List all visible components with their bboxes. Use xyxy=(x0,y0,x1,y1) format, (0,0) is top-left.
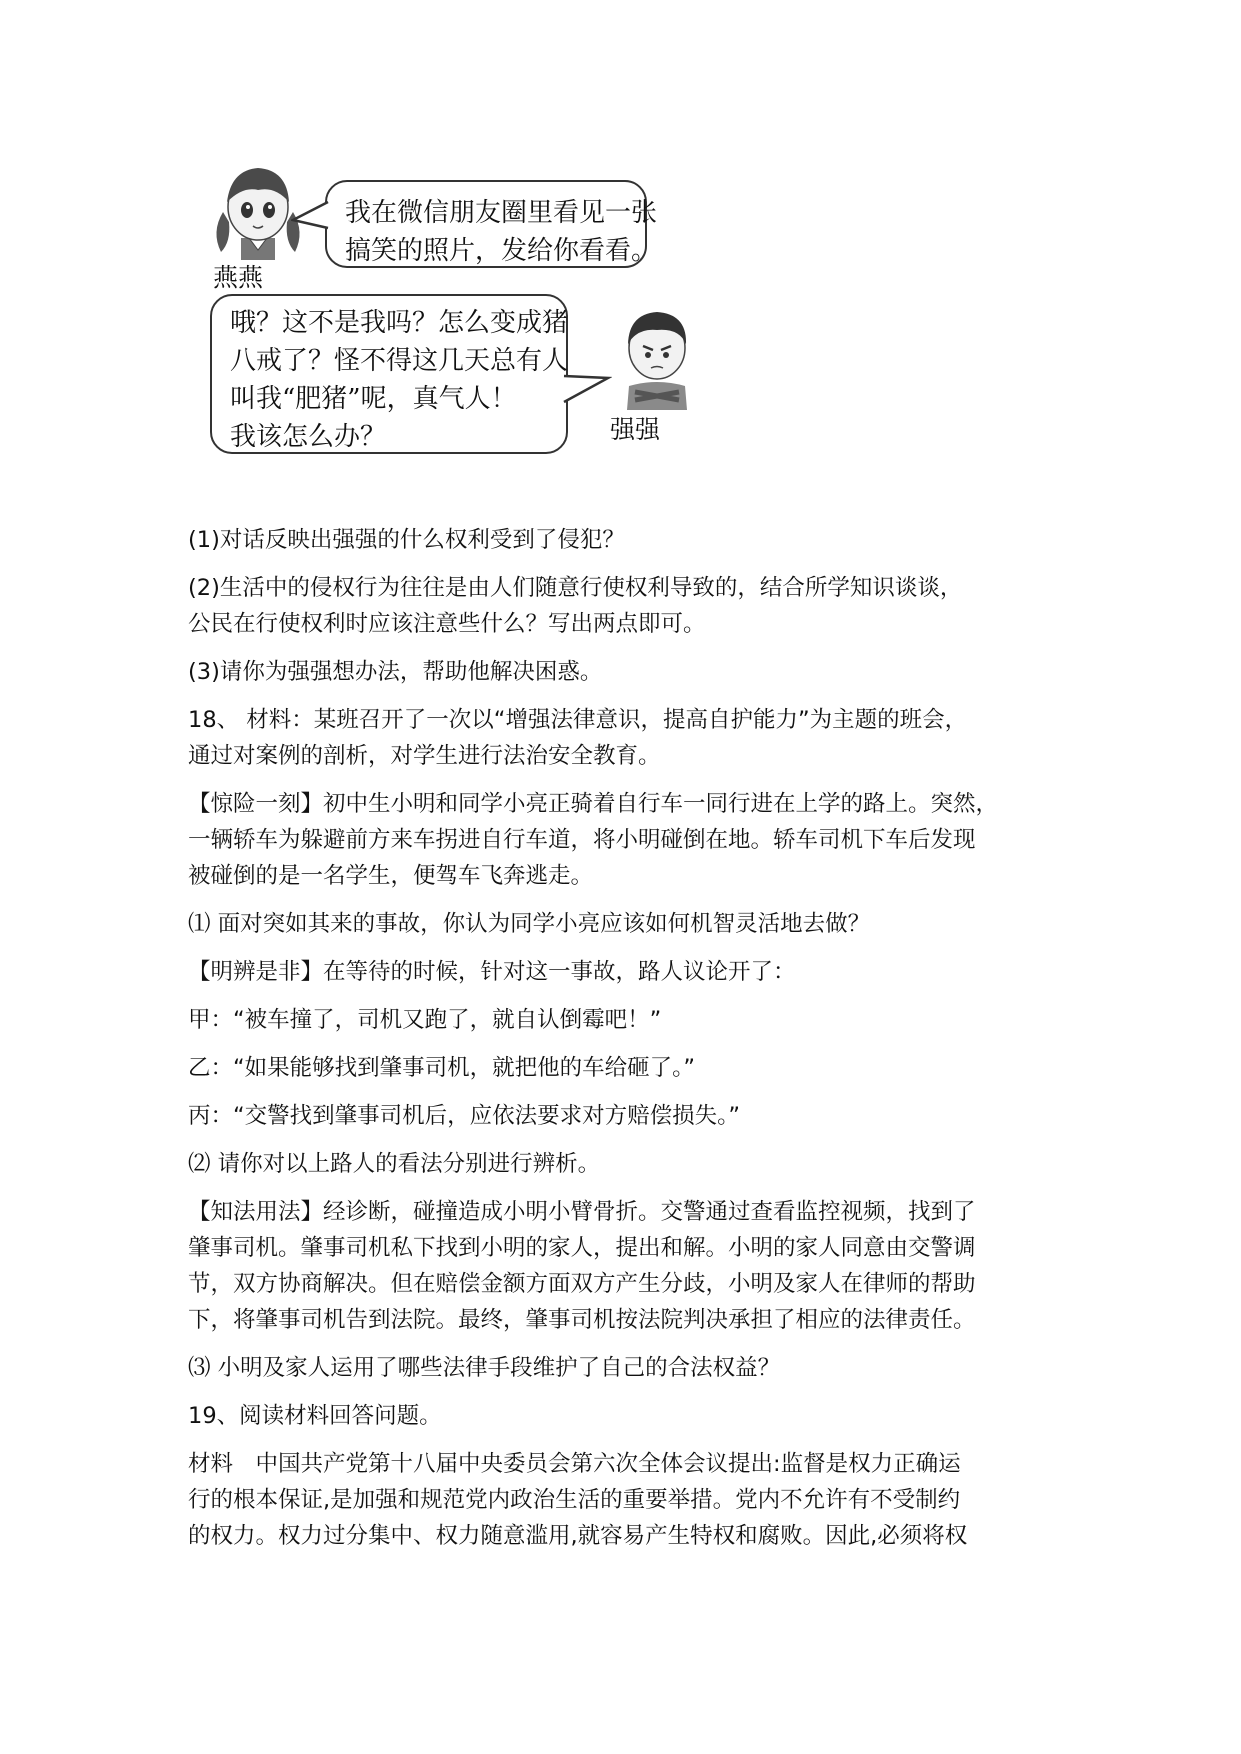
boy-bubble-line: 哦？这不是我吗？怎么变成猪 xyxy=(230,308,569,338)
girl-bubble-tail xyxy=(291,198,331,238)
q18-question-2: ⑵ 请你对以上路人的看法分别进行辨析。 xyxy=(188,1151,601,1177)
q19-title: 19、阅读材料回答问题。 xyxy=(188,1403,442,1429)
q19-material: 材料 中国共产党第十八届中央委员会第六次全体会议提出:监督是权力正确运 行的根本保证,是加强和规范党内政治生活的重要举措。党内不允许有不受制约 的权力。权力过分集中、权力随意滥用,就容易产生特权和腐败。因此,必须将权 xyxy=(188,1451,968,1549)
girl-bubble-line: 搞笑的照片，发给你看看。 xyxy=(345,236,658,266)
q17-sub2: (2)生活中的侵权行为往往是由人们随意行使权利导致的，结合所学知识谈谈， 公民在行使权利时应该注意些什么？写出两点即可。 xyxy=(188,575,963,637)
boy-illustration xyxy=(607,300,707,410)
boy-name: 强强 xyxy=(610,415,661,444)
boy-bubble-line: 八戒了？怪不得这几天总有人 xyxy=(230,346,569,376)
q17-sub1: (1)对话反映出强强的什么权利受到了侵犯？ xyxy=(188,527,625,553)
q18-question-3: ⑶ 小明及家人运用了哪些法律手段维护了自己的合法权益？ xyxy=(188,1355,781,1381)
boy-bubble-line: 叫我“肥猪”呢，真气人！ xyxy=(230,384,517,414)
q18-discern: 【明辨是非】在等待的时候，针对这一事故，路人议论开了： xyxy=(188,959,796,985)
q18-opinion-yi: 乙：“如果能够找到肇事司机，就把他的车给砸了。” xyxy=(188,1055,696,1081)
q18-question-1: ⑴ 面对突如其来的事故，你认为同学小亮应该如何机智灵活地去做？ xyxy=(188,911,871,937)
q18-moment: 【惊险一刻】初中生小明和同学小亮正骑着自行车一同行进在上学的路上。突然， 一辆轿车为躲避前方来车拐进自行车道，将小明碰倒在地。轿车司机下车后发现 被碰倒的是一名学生，便驾车飞奔逃走。 xyxy=(188,791,999,889)
girl-bubble-line: 我在微信朋友圈里看见一张 xyxy=(345,198,658,228)
q17-sub3: (3)请你为强强想办法，帮助他解决困惑。 xyxy=(188,659,603,685)
q18-opinion-jia: 甲：“被车撞了，司机又跑了，就自认倒霉吧！” xyxy=(188,1007,662,1033)
boy-speech-bubble xyxy=(210,294,568,454)
girl-speech-bubble xyxy=(325,180,658,268)
q18-law: 【知法用法】经诊断，碰撞造成小明小臂骨折。交警通过查看监控视频，找到了 肇事司机。肇事司机私下找到小明的家人，提出和解。小明的家人同意由交警调 节，双方协商解决。但在赔偿金额方面双方产生分歧，小明及家人在律师的帮助 下，将肇事司机告到法院。最终，肇事司机按法院判决承担了相应的法律责任。 xyxy=(188,1199,976,1333)
q18-intro: 18、 材料：某班召开了一次以“增强法律意识，提高自护能力”为主题的班会， 通过对案例的剖析，对学生进行法治安全教育。 xyxy=(188,707,968,769)
boy-bubble-tail xyxy=(562,372,612,412)
boy-bubble-line: 我该怎么办？ xyxy=(230,422,387,452)
q18-opinion-bing: 丙：“交警找到肇事司机后，应依法要求对方赔偿损失。” xyxy=(188,1103,741,1129)
girl-name: 燕燕 xyxy=(213,263,264,292)
